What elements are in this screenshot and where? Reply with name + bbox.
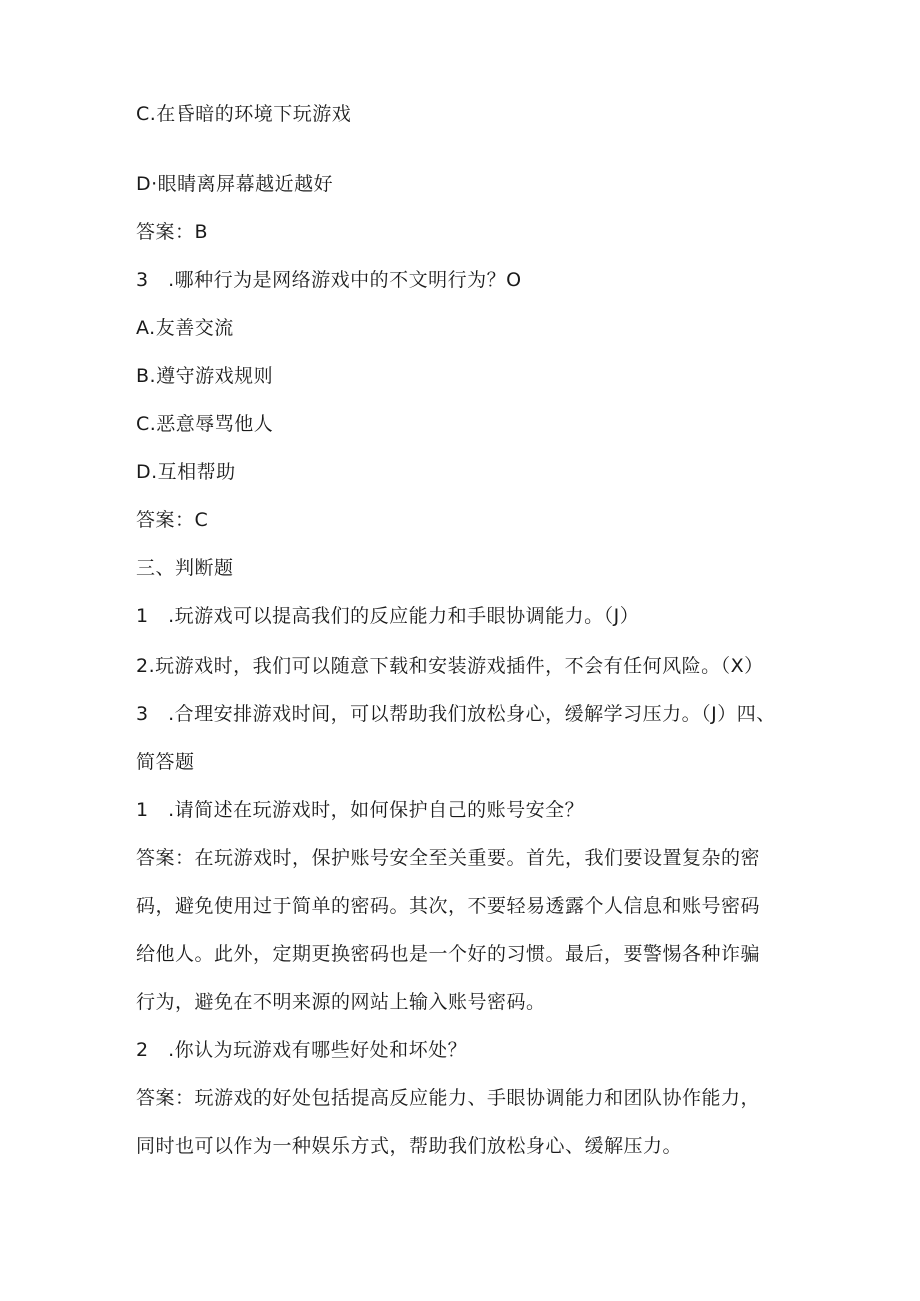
option-d-q3: D.互相帮助 [136,461,236,483]
question-3: 3 .哪种行为是网络游戏中的不文明行为？O [136,269,522,291]
answer-paragraph-1-line-1: 答案：在玩游戏时，保护账号安全至关重要。首先，我们要设置复杂的密 [136,847,761,869]
answer-paragraph-2-line-2: 同时也可以作为一种娱乐方式，帮助我们放松身心、缓解压力。 [136,1135,683,1157]
judgment-3: 3 .合理安排游戏时间，可以帮助我们放松身心，缓解学习压力。（J）四、 [136,703,776,725]
answer-q2: 答案：B [136,221,209,243]
answer-paragraph-2-line-1: 答案：玩游戏的好处包括提高反应能力、手眼协调能力和团队协作能力， [136,1087,761,1109]
section-heading-judgment: 三、判断题 [136,557,234,579]
option-c-q2: C.在昏暗的环境下玩游戏 [136,103,352,125]
short-answer-question-1: 1 .请简述在玩游戏时，如何保护自己的账号安全？ [136,799,585,821]
answer-paragraph-1-line-2: 码，避免使用过于简单的密码。其次，不要轻易透露个人信息和账号密码 [136,895,761,917]
section-heading-short-answer: 简答题 [136,751,195,773]
judgment-2: 2.玩游戏时，我们可以随意下载和安装游戏插件，不会有任何风险。（X） [136,655,764,677]
answer-paragraph-1-line-4: 行为，避免在不明来源的网站上输入账号密码。 [136,991,546,1013]
option-b-q3: B.遵守游戏规则 [136,365,274,387]
option-d-q2: D·眼睛离屏幕越近越好 [136,173,334,195]
short-answer-question-2: 2 .你认为玩游戏有哪些好处和坏处？ [136,1039,468,1061]
judgment-1: 1 .玩游戏可以提高我们的反应能力和手眼协调能力。（J） [136,605,640,627]
answer-paragraph-1-line-3: 给他人。此外，定期更换密码也是一个好的习惯。最后，要警惕各种诈骗 [136,943,761,965]
answer-q3: 答案：C [136,509,209,531]
option-c-q3: C.恶意辱骂他人 [136,413,274,435]
option-a-q3: A.友善交流 [136,317,234,339]
